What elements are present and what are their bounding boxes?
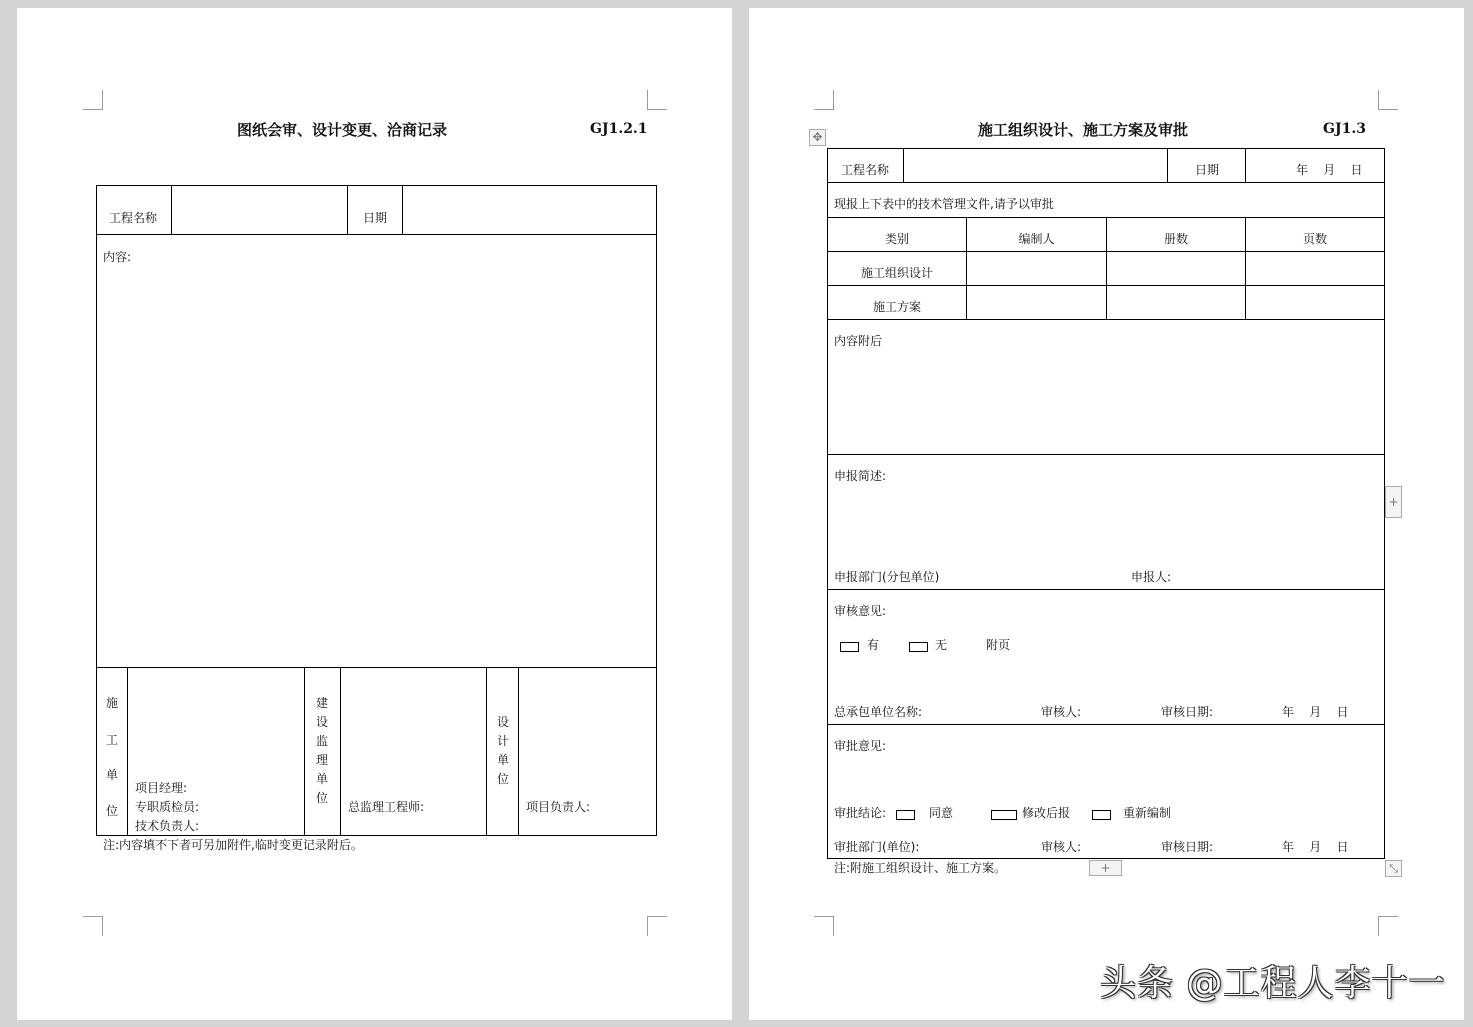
redo-checkbox[interactable] <box>1092 810 1111 820</box>
form-note: 注:内容填不下者可另加附件,临时变更记录附后。 <box>103 838 363 852</box>
review-date-label: 审核日期: <box>1161 705 1214 719</box>
crop-mark <box>83 90 103 110</box>
crop-mark <box>1378 90 1398 110</box>
project-name-field[interactable] <box>905 150 1166 182</box>
revise-checkbox[interactable] <box>991 810 1017 820</box>
crop-mark <box>647 916 667 936</box>
redo-label: 重新编制 <box>1123 806 1172 820</box>
quality-inspector-label: 专职质检员: <box>135 800 200 814</box>
column-header-author: 编制人 <box>1018 232 1055 246</box>
review-opinion-label: 审核意见: <box>834 604 887 618</box>
column-header-pages: 页数 <box>1302 232 1327 246</box>
crop-mark <box>1378 916 1398 936</box>
date-label: 日期 <box>363 211 388 225</box>
row-label-construction-design: 施工组织设计 <box>860 266 933 280</box>
column-header-category: 类别 <box>884 232 909 246</box>
content-field[interactable] <box>98 270 656 665</box>
review-date-value: 年 月 日 <box>1282 840 1349 854</box>
content-attached-label: 内容附后 <box>834 334 883 348</box>
date-field[interactable] <box>404 194 656 234</box>
attach-pages-label: 附页 <box>986 638 1011 652</box>
declaration-label: 申报简述: <box>834 469 887 483</box>
add-column-icon[interactable]: + <box>1385 486 1402 518</box>
column-header-volumes: 册数 <box>1163 232 1188 246</box>
date-field[interactable]: 年 月 日 <box>1296 163 1363 177</box>
add-row-icon[interactable]: + <box>1089 860 1122 876</box>
contractor-name-label: 总承包单位名称: <box>834 705 923 719</box>
table-move-handle-icon[interactable]: ✥ <box>809 129 826 146</box>
form-code: GJ1.2.1 <box>590 121 648 137</box>
yes-label: 有 <box>867 638 880 652</box>
date-label: 日期 <box>1195 163 1220 177</box>
document-page-left: 图纸会审、设计变更、洽商记录 GJ1.2.1 工程名称 日期 内容: 施 工 单 位 项目经理: 专职质检员: 技术负责人: 建 设 监 理 单 位 总监理工程师: 设 计 单 位 项目负责人: 注:内容填不下者可另加附件,临时变更记录附后。 <box>17 8 732 1020</box>
revise-label: 修改后报 <box>1022 806 1071 820</box>
document-page-right <box>749 8 1464 1020</box>
form-note: 注:附施工组织设计、施工方案。 <box>834 861 1007 875</box>
row-label-construction-plan: 施工方案 <box>872 300 921 314</box>
chief-supervisor-label: 总监理工程师: <box>348 800 425 814</box>
form-code: GJ1.3 <box>1323 121 1366 137</box>
technical-lead-label: 技术负责人: <box>135 819 200 833</box>
review-date-label: 审核日期: <box>1161 840 1214 854</box>
yes-checkbox[interactable] <box>840 642 859 652</box>
project-name-label: 工程名称 <box>841 163 890 177</box>
agree-label: 同意 <box>929 806 954 820</box>
table-resize-handle-icon[interactable]: ⤡ <box>1385 860 1402 877</box>
project-manager-label: 项目经理: <box>135 781 188 795</box>
agree-checkbox[interactable] <box>896 810 915 820</box>
approval-conclusion-label: 审批结论: <box>834 806 887 820</box>
no-checkbox[interactable] <box>909 642 928 652</box>
form-title: 图纸会审、设计变更、洽商记录 <box>237 121 448 139</box>
reviewer-label: 审核人: <box>1041 840 1082 854</box>
review-date-value: 年 月 日 <box>1282 705 1349 719</box>
project-name-label: 工程名称 <box>109 211 158 225</box>
declarant-label: 申报人: <box>1131 570 1172 584</box>
crop-mark <box>83 916 103 936</box>
crop-mark <box>814 916 834 936</box>
declaring-dept-label: 申报部门(分包单位) <box>834 570 940 584</box>
approval-dept-label: 审批部门(单位): <box>834 840 920 854</box>
watermark-text: 头条 @工程人李十一 <box>1100 963 1446 1004</box>
reviewer-label: 审核人: <box>1041 705 1082 719</box>
project-lead-label: 项目负责人: <box>526 800 591 814</box>
crop-mark <box>814 90 834 110</box>
approval-opinion-label: 审批意见: <box>834 739 887 753</box>
crop-mark <box>647 90 667 110</box>
project-name-field[interactable] <box>173 194 347 234</box>
content-label: 内容: <box>103 250 132 264</box>
form-title: 施工组织设计、施工方案及审批 <box>978 121 1189 139</box>
no-label: 无 <box>935 638 948 652</box>
submit-text: 现报上下表中的技术管理文件,请予以审批 <box>834 197 1054 211</box>
